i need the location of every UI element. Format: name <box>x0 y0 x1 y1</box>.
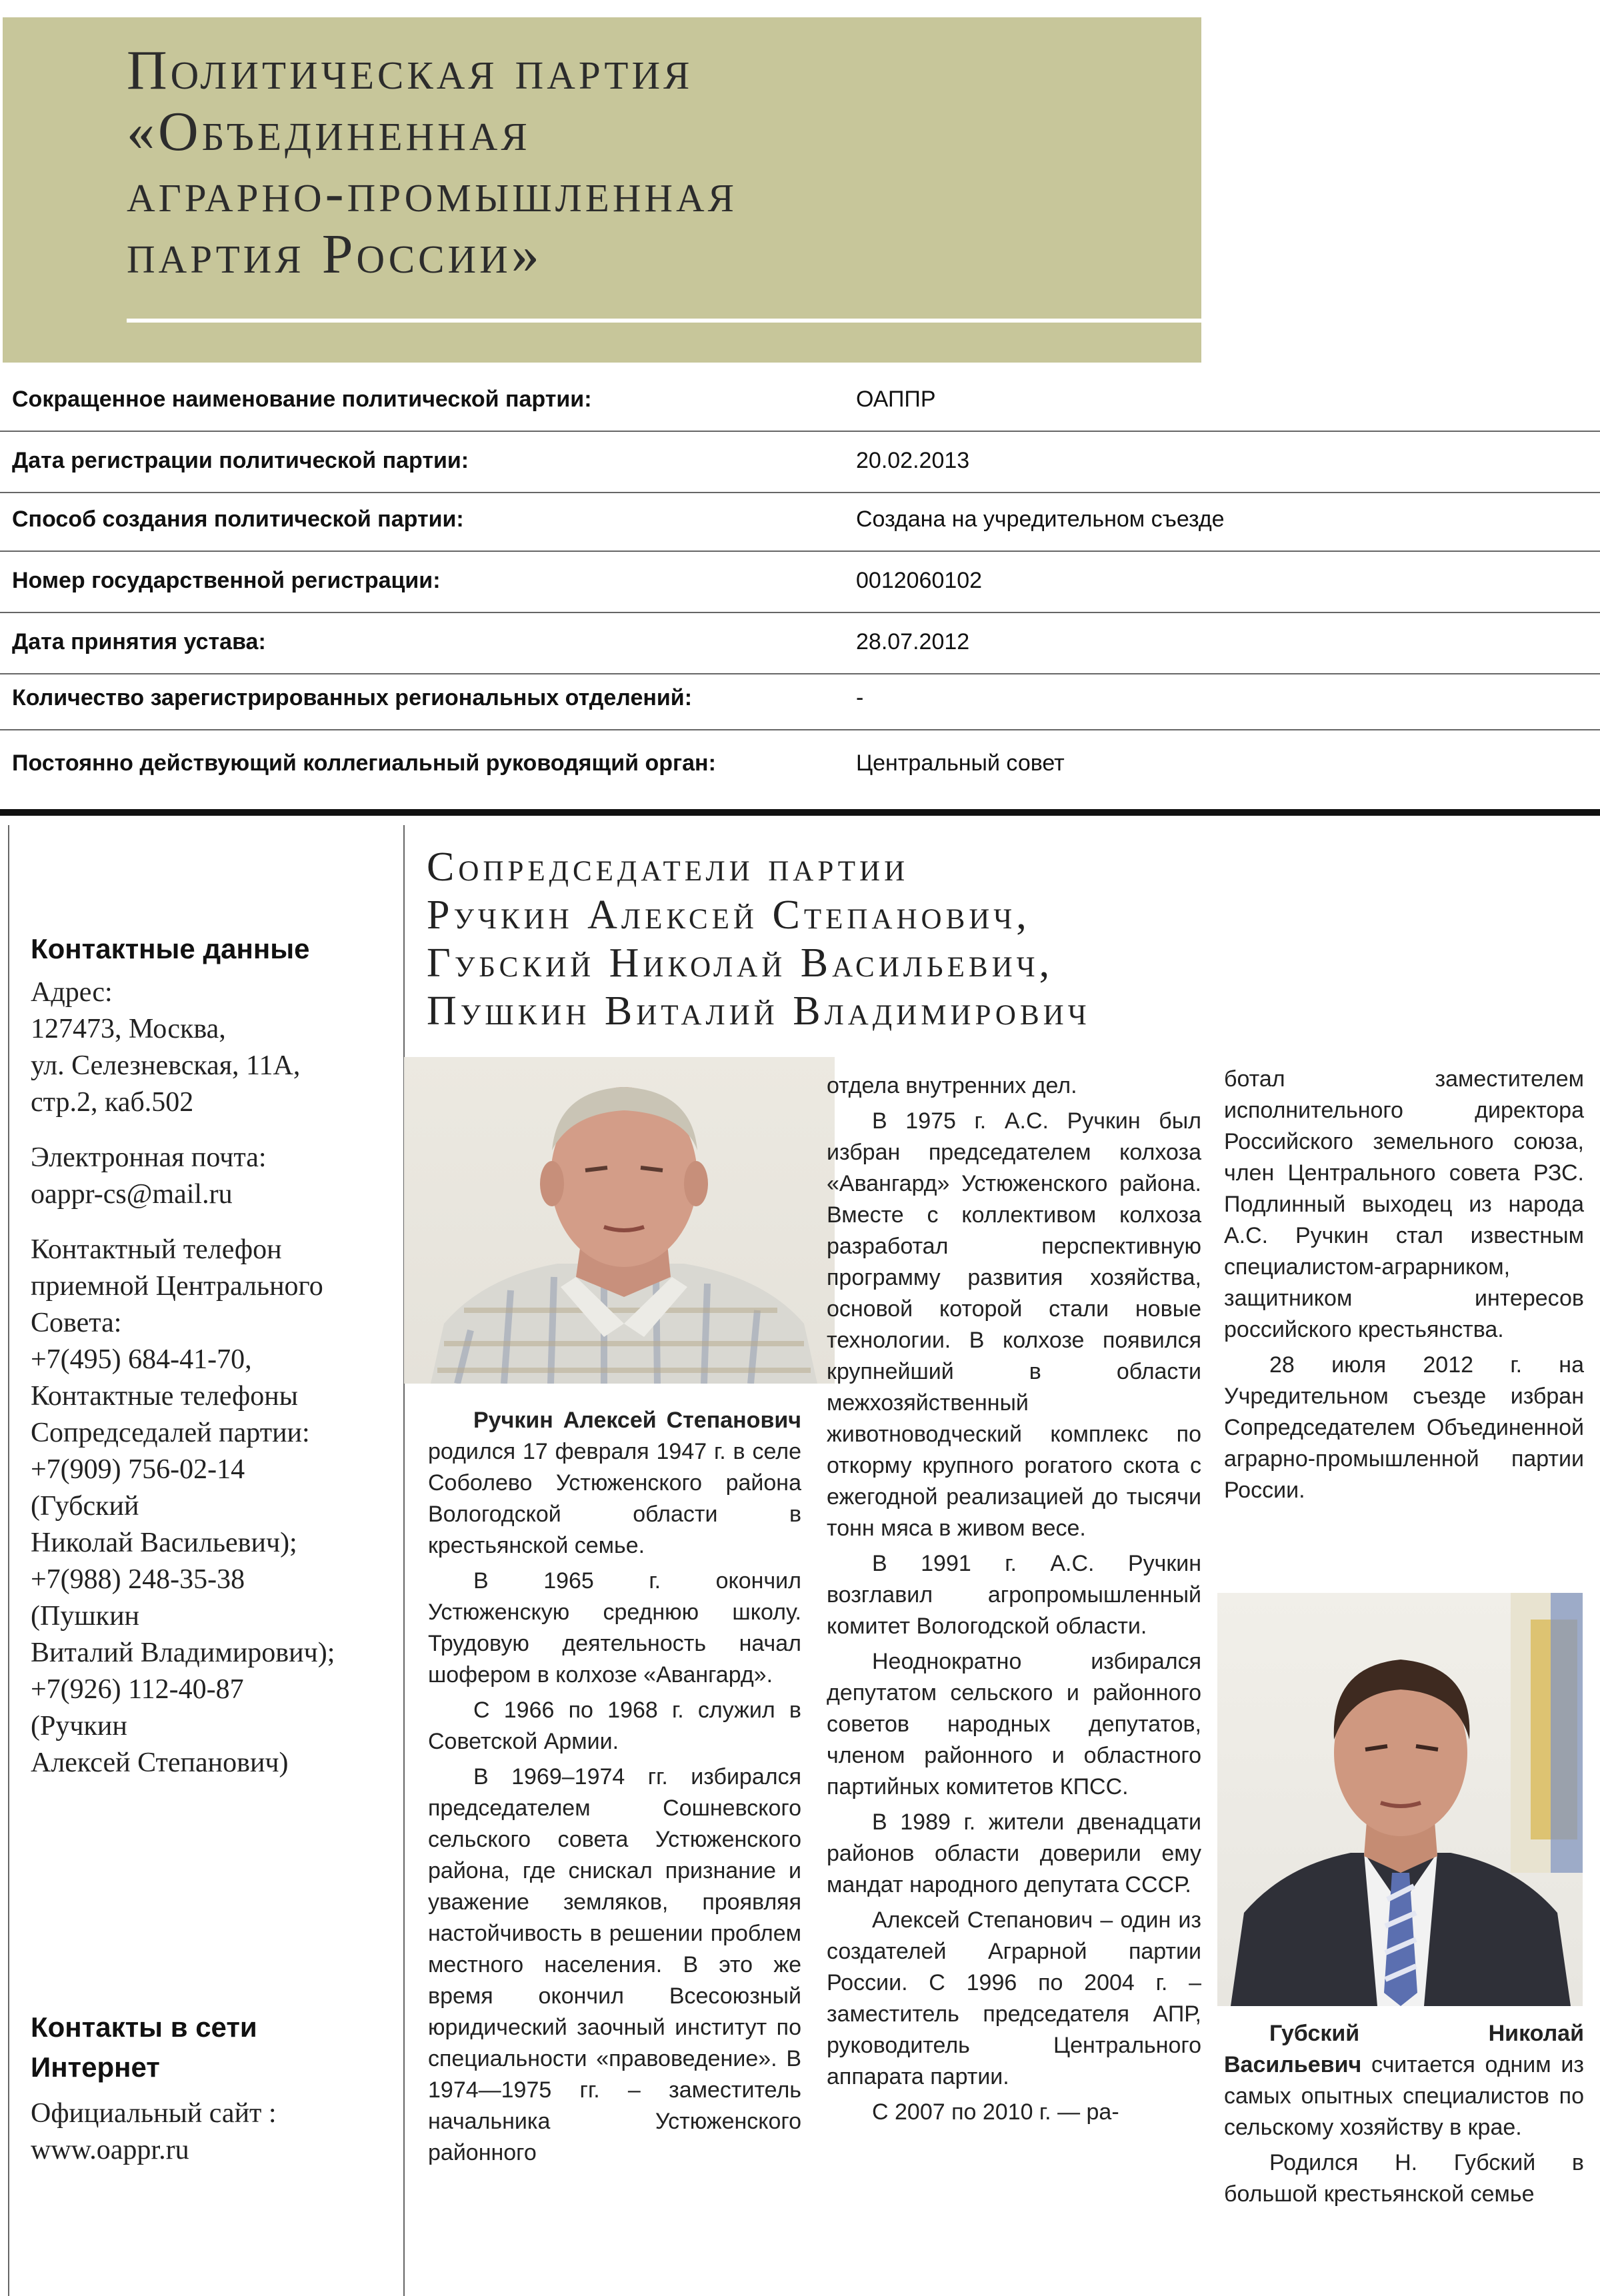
article-paragraph: С 1966 по 1968 г. служил в Советской Армии. <box>428 1698 801 1754</box>
phone-line: Контактные телефоны <box>31 1381 298 1412</box>
paragraph-text: считается одним из самых опытных специалистов по сельскому хозяйству в крае. <box>1224 2052 1584 2140</box>
phone-line: (Губский <box>31 1491 139 1522</box>
info-value: - <box>856 685 864 710</box>
phones <box>31 1232 391 1781</box>
party-title-line: партия России» <box>127 223 543 285</box>
phone-line: +7(909) 756-02-14 <box>31 1454 245 1485</box>
article-paragraph: 28 июля 2012 г. на Учредительном съезде избран Сопредседателем Объединенной аграрно-промышленной партии России. <box>1224 1352 1584 1503</box>
phone-line: Виталий Владимирович); <box>31 1638 335 1668</box>
phone-line: +7(495) 684-41-70, <box>31 1344 252 1375</box>
article-paragraph: Родился Н. Губский в большой крестьянской семье <box>1224 2150 1584 2207</box>
article-paragraph: Алексей Степанович – один из создателей Аграрной партии России. С 1996 по 2004 г. – заместитель председателя АПР, руководитель Центрального аппарата партии. <box>827 1907 1201 2089</box>
info-label: Постоянно действующий коллегиальный руководящий орган: <box>12 750 716 776</box>
sidebar-rule <box>8 825 9 2296</box>
info-row-creation-method <box>0 491 1600 552</box>
person-name: Губский Николай Васильевич <box>1224 2021 1584 2077</box>
internet-heading-line: Интернет <box>31 2051 160 2083</box>
website-link[interactable]: www.oappr.ru <box>31 2135 189 2165</box>
phone-line: Контактный телефон <box>31 1234 282 1265</box>
party-title <box>127 40 1167 285</box>
contacts-heading: Контактные данные <box>31 933 310 964</box>
info-value: 0012060102 <box>856 568 983 593</box>
info-row-registration-number <box>0 552 1600 613</box>
info-value: ОАППР <box>856 387 936 412</box>
info-row-regional-branches <box>0 669 1600 730</box>
portrait-photo-gubsky <box>1217 1593 1583 2006</box>
paragraph-text: родился 17 февраля 1947 г. в селе Соболево Устюженского района Вологодской области в крестьянской семье. <box>428 1439 801 1558</box>
phone-line: (Ручкин <box>31 1711 127 1741</box>
cochairs-heading-line: Сопредседатели партии <box>427 844 909 890</box>
phone-line: Совета: <box>31 1308 122 1338</box>
internet-heading-line: Контакты в сети <box>31 2011 257 2043</box>
email <box>31 1140 391 1213</box>
article-paragraph <box>1224 2018 1584 2143</box>
party-title-line: Политическая партия <box>127 39 693 101</box>
info-row-registration-date <box>0 432 1600 493</box>
email-label: Электронная почта: <box>31 1142 267 1173</box>
info-label: Дата регистрации политической партии: <box>12 448 469 473</box>
address-line: стр.2, каб.502 <box>31 1087 194 1118</box>
phone-line: +7(926) 112-40-87 <box>31 1674 244 1705</box>
website-label: Официальный сайт : <box>31 2098 277 2129</box>
party-title-line: «Объединенная <box>127 101 531 163</box>
party-title-line: аграрно-промышленная <box>127 162 738 224</box>
info-label: Сокращенное наименование политической партии: <box>12 387 592 412</box>
info-label: Номер государственной регистрации: <box>12 568 441 593</box>
cochairs-heading-line: Пушкин Виталий Владимирович <box>427 988 1091 1034</box>
cochairs-heading <box>427 843 1587 1035</box>
article-paragraph <box>428 1405 801 1562</box>
article-paragraph: С 2007 по 2010 г. — ра- <box>872 2099 1119 2125</box>
person-name: Ручкин Алексей Степанович <box>473 1408 801 1433</box>
article-paragraph: В 1989 г. жители двенадцати районов области доверили ему мандат народного депутата СССР. <box>827 1809 1201 1897</box>
info-value: 28.07.2012 <box>856 629 970 654</box>
sidebar-rule <box>403 825 405 2296</box>
cochairs-heading-line: Губский Николай Васильевич, <box>427 940 1054 986</box>
article-paragraph: В 1965 г. окончил Устюженскую среднюю школу. Трудовую деятельность начал шофером в колхозе «Авангард». <box>428 1568 801 1688</box>
info-value: Центральный совет <box>856 750 1065 776</box>
article-paragraph: В 1969–1974 гг. избирался председателем Сошневского сельского совета Устюженского района, где снискал признание и уважение земляков, проявляя настойчивость в решении проблем местного населения. В это же время окончил Всесоюзный юридический заочный институт по специальности «правоведение». В 1974—1975 гг. – заместитель начальника Устюженского районного <box>428 1764 801 2165</box>
article-column-1 <box>428 1405 801 2173</box>
phone-line: +7(988) 248-35-38 <box>31 1564 245 1595</box>
portrait-illustration <box>404 1057 835 1384</box>
info-label: Дата принятия устава: <box>12 629 266 654</box>
phone-line: (Пушкин <box>31 1601 140 1632</box>
table-bottom-rule <box>0 809 1600 816</box>
address-line: 127473, Москва, <box>31 1014 226 1044</box>
article-column-2 <box>827 1070 1201 2132</box>
cochairs-heading-line: Ручкин Алексей Степанович, <box>427 892 1031 938</box>
info-value: Создана на учредительном съезде <box>856 507 1225 532</box>
article-paragraph: ботал заместителем исполнительного директора Российского земельного союза, член Центрального совета РЗС. Подлинный выходец из народа А.С. Ручкин стал известным специалистом-аграрником, защитником интересов российского крестьянства. <box>1224 1066 1584 1342</box>
article-column-3 <box>1224 1064 1584 1510</box>
info-row-short-name <box>0 371 1600 432</box>
article-paragraph: отдела внутренних дел. <box>827 1073 1077 1098</box>
address-line: Адрес: <box>31 977 113 1008</box>
article-paragraph: В 1991 г. А.С. Ручкин возглавил агропромышленный комитет Вологодской области. <box>827 1551 1201 1639</box>
info-value: 20.02.2013 <box>856 448 970 473</box>
portrait-illustration <box>1217 1593 1583 2006</box>
article-paragraph: Неоднократно избирался депутатом сельского и районного советов народных депутатов, членом районного и областного партийных комитетов КПСС. <box>827 1649 1201 1799</box>
article-paragraph: В 1975 г. А.С. Ручкин был избран председателем колхоза «Авангард» Устюженского района. Вместе с коллективом колхоза разработал перспективную программу развития хозяйства, основой которой стали новые технологии. В колхозе появился крупнейший в области межхозяйственный животноводческий комплекс по откорму крупного рогатого скота с ежегодной реализацией до тысячи тонн мяса в живом весе. <box>827 1108 1201 1541</box>
email-link[interactable]: oappr-cs@mail.ru <box>31 1179 233 1210</box>
info-row-governing-body <box>0 734 1600 794</box>
address-line: ул. Селезневская, 11А, <box>31 1050 301 1081</box>
info-label: Количество зарегистрированных региональных отделений: <box>12 685 693 710</box>
info-row-charter-date <box>0 613 1600 674</box>
contacts-block <box>31 974 391 1800</box>
phone-line: Сопредседалей партии: <box>31 1418 310 1448</box>
info-label: Способ создания политической партии: <box>12 507 464 532</box>
portrait-photo-ruchkin <box>404 1057 835 1384</box>
address <box>31 974 391 1121</box>
article-column-3-continued <box>1224 2018 1584 2214</box>
website-block <box>31 2095 391 2169</box>
internet-heading <box>31 2007 257 2087</box>
phone-line: Алексей Степанович) <box>31 1747 289 1778</box>
phone-line: приемной Центрального <box>31 1271 323 1302</box>
phone-line: Николай Васильевич); <box>31 1528 297 1558</box>
banner-rule <box>127 319 1201 323</box>
